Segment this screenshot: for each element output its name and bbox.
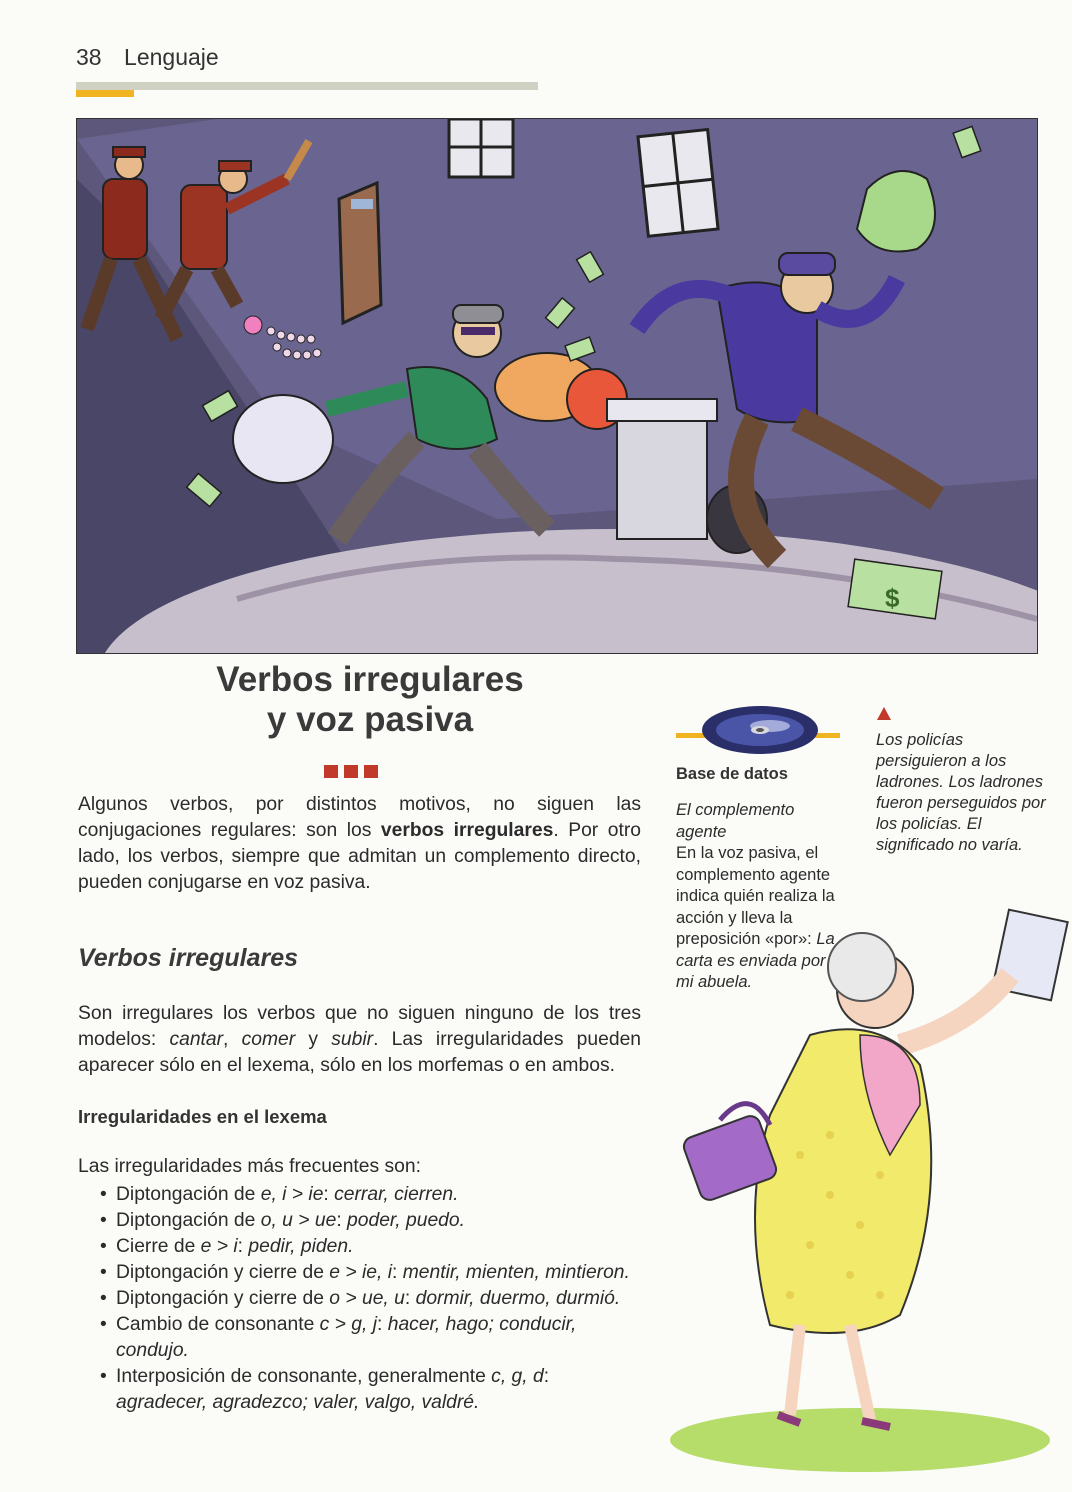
list-item: • Diptongación y cierre de e > ie, i: mentir, mienten, mintieron. [100, 1260, 641, 1286]
sidebar-title: Base de datos [676, 765, 788, 783]
sidebar-subtitle: El complemento agente [676, 801, 795, 841]
list-item: • Diptongación de e, i > ie: cerrar, cierren. [100, 1182, 641, 1208]
irregularity-list [100, 1182, 641, 1416]
intro-bold-term: verbos irregulares [380, 820, 554, 841]
separator: , [223, 1029, 242, 1050]
list-intro: Las irregularidades más frecuentes son: [78, 1156, 421, 1177]
irregulares-text: Son irregulares los verbos que no siguen ninguno de los tres modelos: [78, 1003, 641, 1050]
cd-disc-icon [700, 704, 820, 761]
separator: y [295, 1029, 332, 1050]
chase-illustration [76, 118, 1038, 654]
header-accent-bar [76, 90, 134, 97]
page-number: 38 [76, 44, 102, 70]
list-item: • Diptongación y cierre de o > ue, u: dormir, duermo, durmió. [100, 1286, 641, 1312]
main-title-line2: y voz pasiva [266, 700, 474, 739]
header-rule [76, 82, 538, 90]
ornament-square [364, 765, 378, 778]
grandmother-illustration [650, 895, 1070, 1480]
dollar-sign: $ [885, 583, 900, 613]
model-verb: subir [331, 1029, 374, 1050]
list-item: • Cambio de consonante c > g, j: hacer, hago; conducir, condujo. [100, 1312, 641, 1364]
illustration-caption: Los policías persiguieron a los ladrones. Los ladrones fueron perseguidos por los policías. El significado no varía. [876, 731, 1046, 854]
subsection-heading-lexema: Irregularidades en el lexema [78, 1106, 327, 1127]
intro-paragraph [78, 792, 641, 896]
model-verb: comer [241, 1029, 296, 1050]
main-title-line1: Verbos irregulares [216, 660, 524, 699]
list-item: • Interposición de consonante, generalmente c, g, d: agradecer, agradezco; valer, valgo, valdré. [100, 1364, 641, 1416]
caption-triangle-icon [877, 707, 891, 720]
main-title [150, 660, 590, 740]
ornament-square [324, 765, 338, 778]
sidebar-text: En la voz pasiva, el complemento agente indica quién realiza la acción y lleva la preposición «por»: [676, 844, 835, 948]
irregulares-paragraph [78, 1001, 641, 1079]
window-right [638, 130, 718, 237]
irregulares-text-end: . Las irregularidades pueden aparecer sólo en el lexema, sólo en los morfemas o en ambos. [78, 1029, 642, 1076]
list-item: • Cierre de e > i: pedir, piden. [100, 1234, 641, 1260]
intro-text-end: . Por otro lado, los verbos, siempre que admitan un complemento directo, pueden conjugarse en voz pasiva. [78, 820, 641, 893]
title-ornament [324, 765, 378, 778]
page-header [76, 44, 219, 71]
model-verb: cantar [169, 1029, 224, 1050]
ornament-square [344, 765, 358, 778]
section-name: Lenguaje [124, 44, 219, 70]
loot-sack [233, 395, 333, 483]
illustration-svg [77, 119, 1037, 653]
intro-text: Algunos verbos, por distintos motivos, no siguen las conjugaciones regulares: son los [78, 794, 641, 841]
window-left [449, 119, 513, 177]
sidebar-example: La carta es enviada por mi abuela. [676, 930, 835, 991]
section-heading-irregulares: Verbos irregulares [78, 944, 299, 972]
list-item: • Diptongación de o, u > ue: poder, puedo. [100, 1208, 641, 1234]
